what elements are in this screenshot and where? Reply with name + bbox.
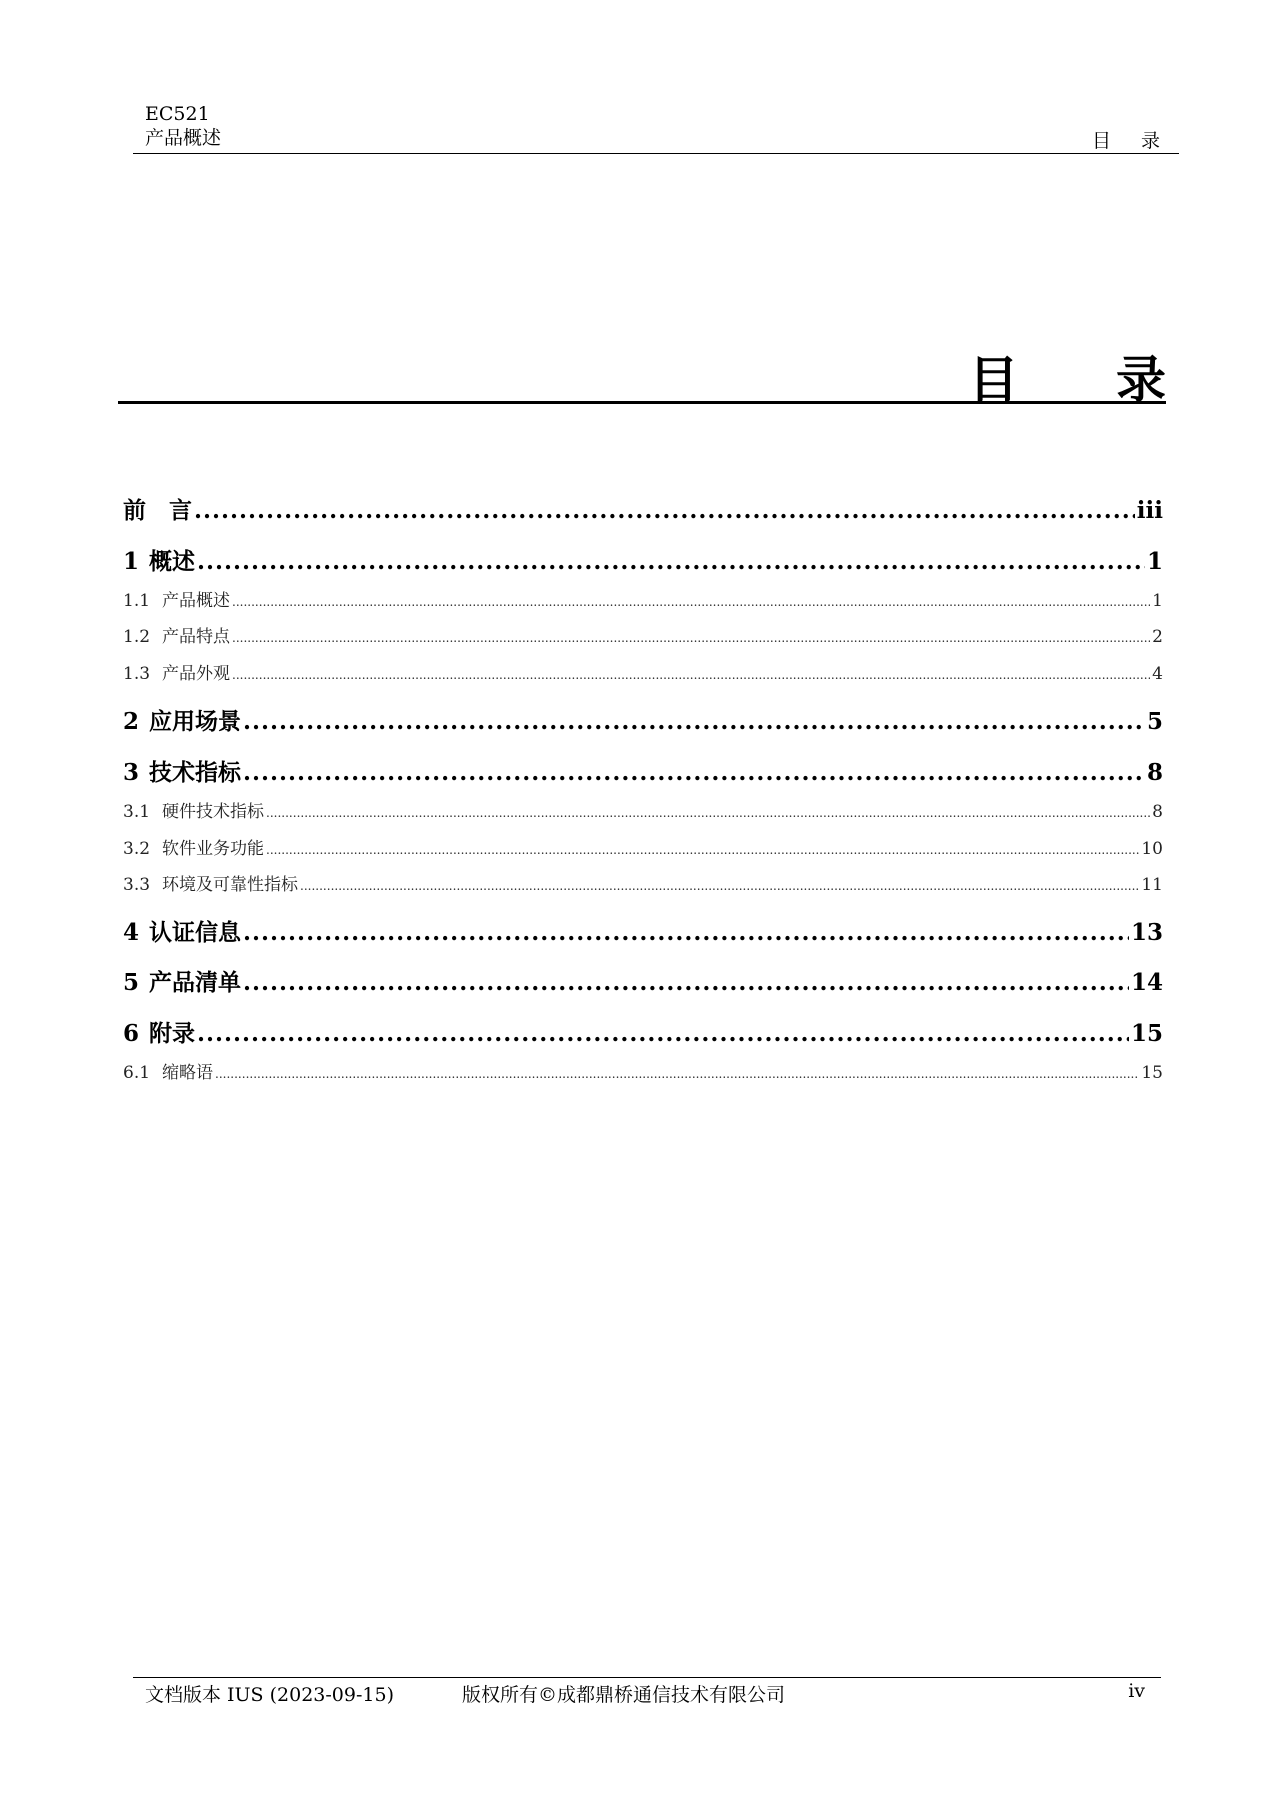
toc-label: 附录 [149, 1020, 196, 1047]
toc-page: 4 [1152, 664, 1163, 684]
toc-entry[interactable] [123, 659, 1163, 684]
page-header-left [145, 102, 221, 150]
toc-leader [243, 759, 1145, 786]
toc-entry[interactable] [123, 797, 1163, 822]
toc-number: 4 [123, 919, 140, 946]
toc-label: 应用场景 [149, 708, 242, 735]
toc-number: 6.1 [123, 1063, 151, 1083]
toc-entry[interactable] [123, 703, 1163, 736]
toc-label: 前 言 [123, 497, 192, 524]
toc-page: 13 [1130, 919, 1163, 946]
toc-leader [215, 1067, 1139, 1081]
toc-label: 产品清单 [149, 969, 242, 996]
header-divider [133, 153, 1179, 154]
toc-label: 认证信息 [149, 919, 242, 946]
toc-leader [232, 668, 1150, 682]
toc-entry[interactable] [123, 964, 1163, 997]
toc-leader [232, 631, 1150, 645]
toc-leader [300, 879, 1139, 893]
toc-number: 2 [123, 708, 140, 735]
toc-label: 技术指标 [149, 759, 242, 786]
toc-number: 1.2 [123, 627, 151, 647]
toc-page: 2 [1152, 627, 1163, 647]
toc-number: 3 [123, 759, 140, 786]
toc-leader [266, 843, 1139, 857]
footer-page-number: iv [1128, 1680, 1145, 1702]
toc-page: 14 [1130, 969, 1163, 996]
toc-label: 缩略语 [162, 1063, 214, 1083]
toc-page: 10 [1141, 839, 1163, 859]
toc-leader [197, 1020, 1129, 1047]
toc-entry[interactable] [123, 1058, 1163, 1083]
toc-entry[interactable] [123, 622, 1163, 647]
toc-leader [243, 969, 1129, 996]
header-section: 目 录 [1091, 130, 1172, 152]
toc-page: 1 [1152, 591, 1163, 611]
toc-label: 硬件技术指标 [162, 802, 265, 822]
toc-entry[interactable] [123, 543, 1163, 576]
toc-number: 3.2 [123, 839, 151, 859]
toc-page: 15 [1130, 1020, 1163, 1047]
toc-leader [243, 708, 1145, 735]
toc-number: 3.3 [123, 875, 151, 895]
toc-leader [266, 806, 1150, 820]
toc-label: 软件业务功能 [162, 839, 265, 859]
header-doc-type: 产品概述 [145, 127, 222, 149]
title-divider [118, 401, 1166, 404]
toc-number: 6 [123, 1020, 140, 1047]
toc-entry[interactable] [123, 1015, 1163, 1048]
footer-version: 文档版本 IUS (2023-09-15) [145, 1684, 394, 1706]
toc-entry[interactable] [123, 754, 1163, 787]
toc-label: 产品特点 [162, 627, 231, 647]
toc-number: 1.3 [123, 664, 151, 684]
toc-page: 8 [1152, 802, 1163, 822]
toc-number: 1.1 [123, 591, 151, 611]
toc-page: 15 [1141, 1063, 1163, 1083]
toc-leader [197, 548, 1145, 575]
toc-page: 5 [1146, 708, 1163, 735]
toc-label: 产品概述 [162, 591, 231, 611]
toc-label: 环境及可靠性指标 [162, 875, 299, 895]
toc-page: 11 [1141, 875, 1163, 895]
toc-number: 1 [123, 548, 140, 575]
toc-entry[interactable] [123, 492, 1163, 525]
toc-page: iii [1136, 497, 1163, 524]
toc-number: 5 [123, 969, 140, 996]
footer-copyright: 版权所有©成都鼎桥通信技术有限公司 [462, 1684, 786, 1706]
toc-label: 概述 [149, 548, 196, 575]
toc-page: 1 [1146, 548, 1163, 575]
toc-page: 8 [1146, 759, 1163, 786]
toc-entry[interactable] [123, 586, 1163, 611]
toc-number: 3.1 [123, 802, 151, 822]
header-product: EC521 [145, 103, 210, 125]
toc-leader [194, 497, 1135, 524]
toc-label: 产品外观 [162, 664, 231, 684]
toc-entry[interactable] [123, 834, 1163, 859]
toc-entry[interactable] [123, 914, 1163, 947]
footer-divider [133, 1677, 1161, 1678]
toc-leader [232, 595, 1150, 609]
toc-entry[interactable] [123, 870, 1163, 895]
page-title: 目 录 [968, 351, 1206, 409]
toc-leader [243, 919, 1129, 946]
